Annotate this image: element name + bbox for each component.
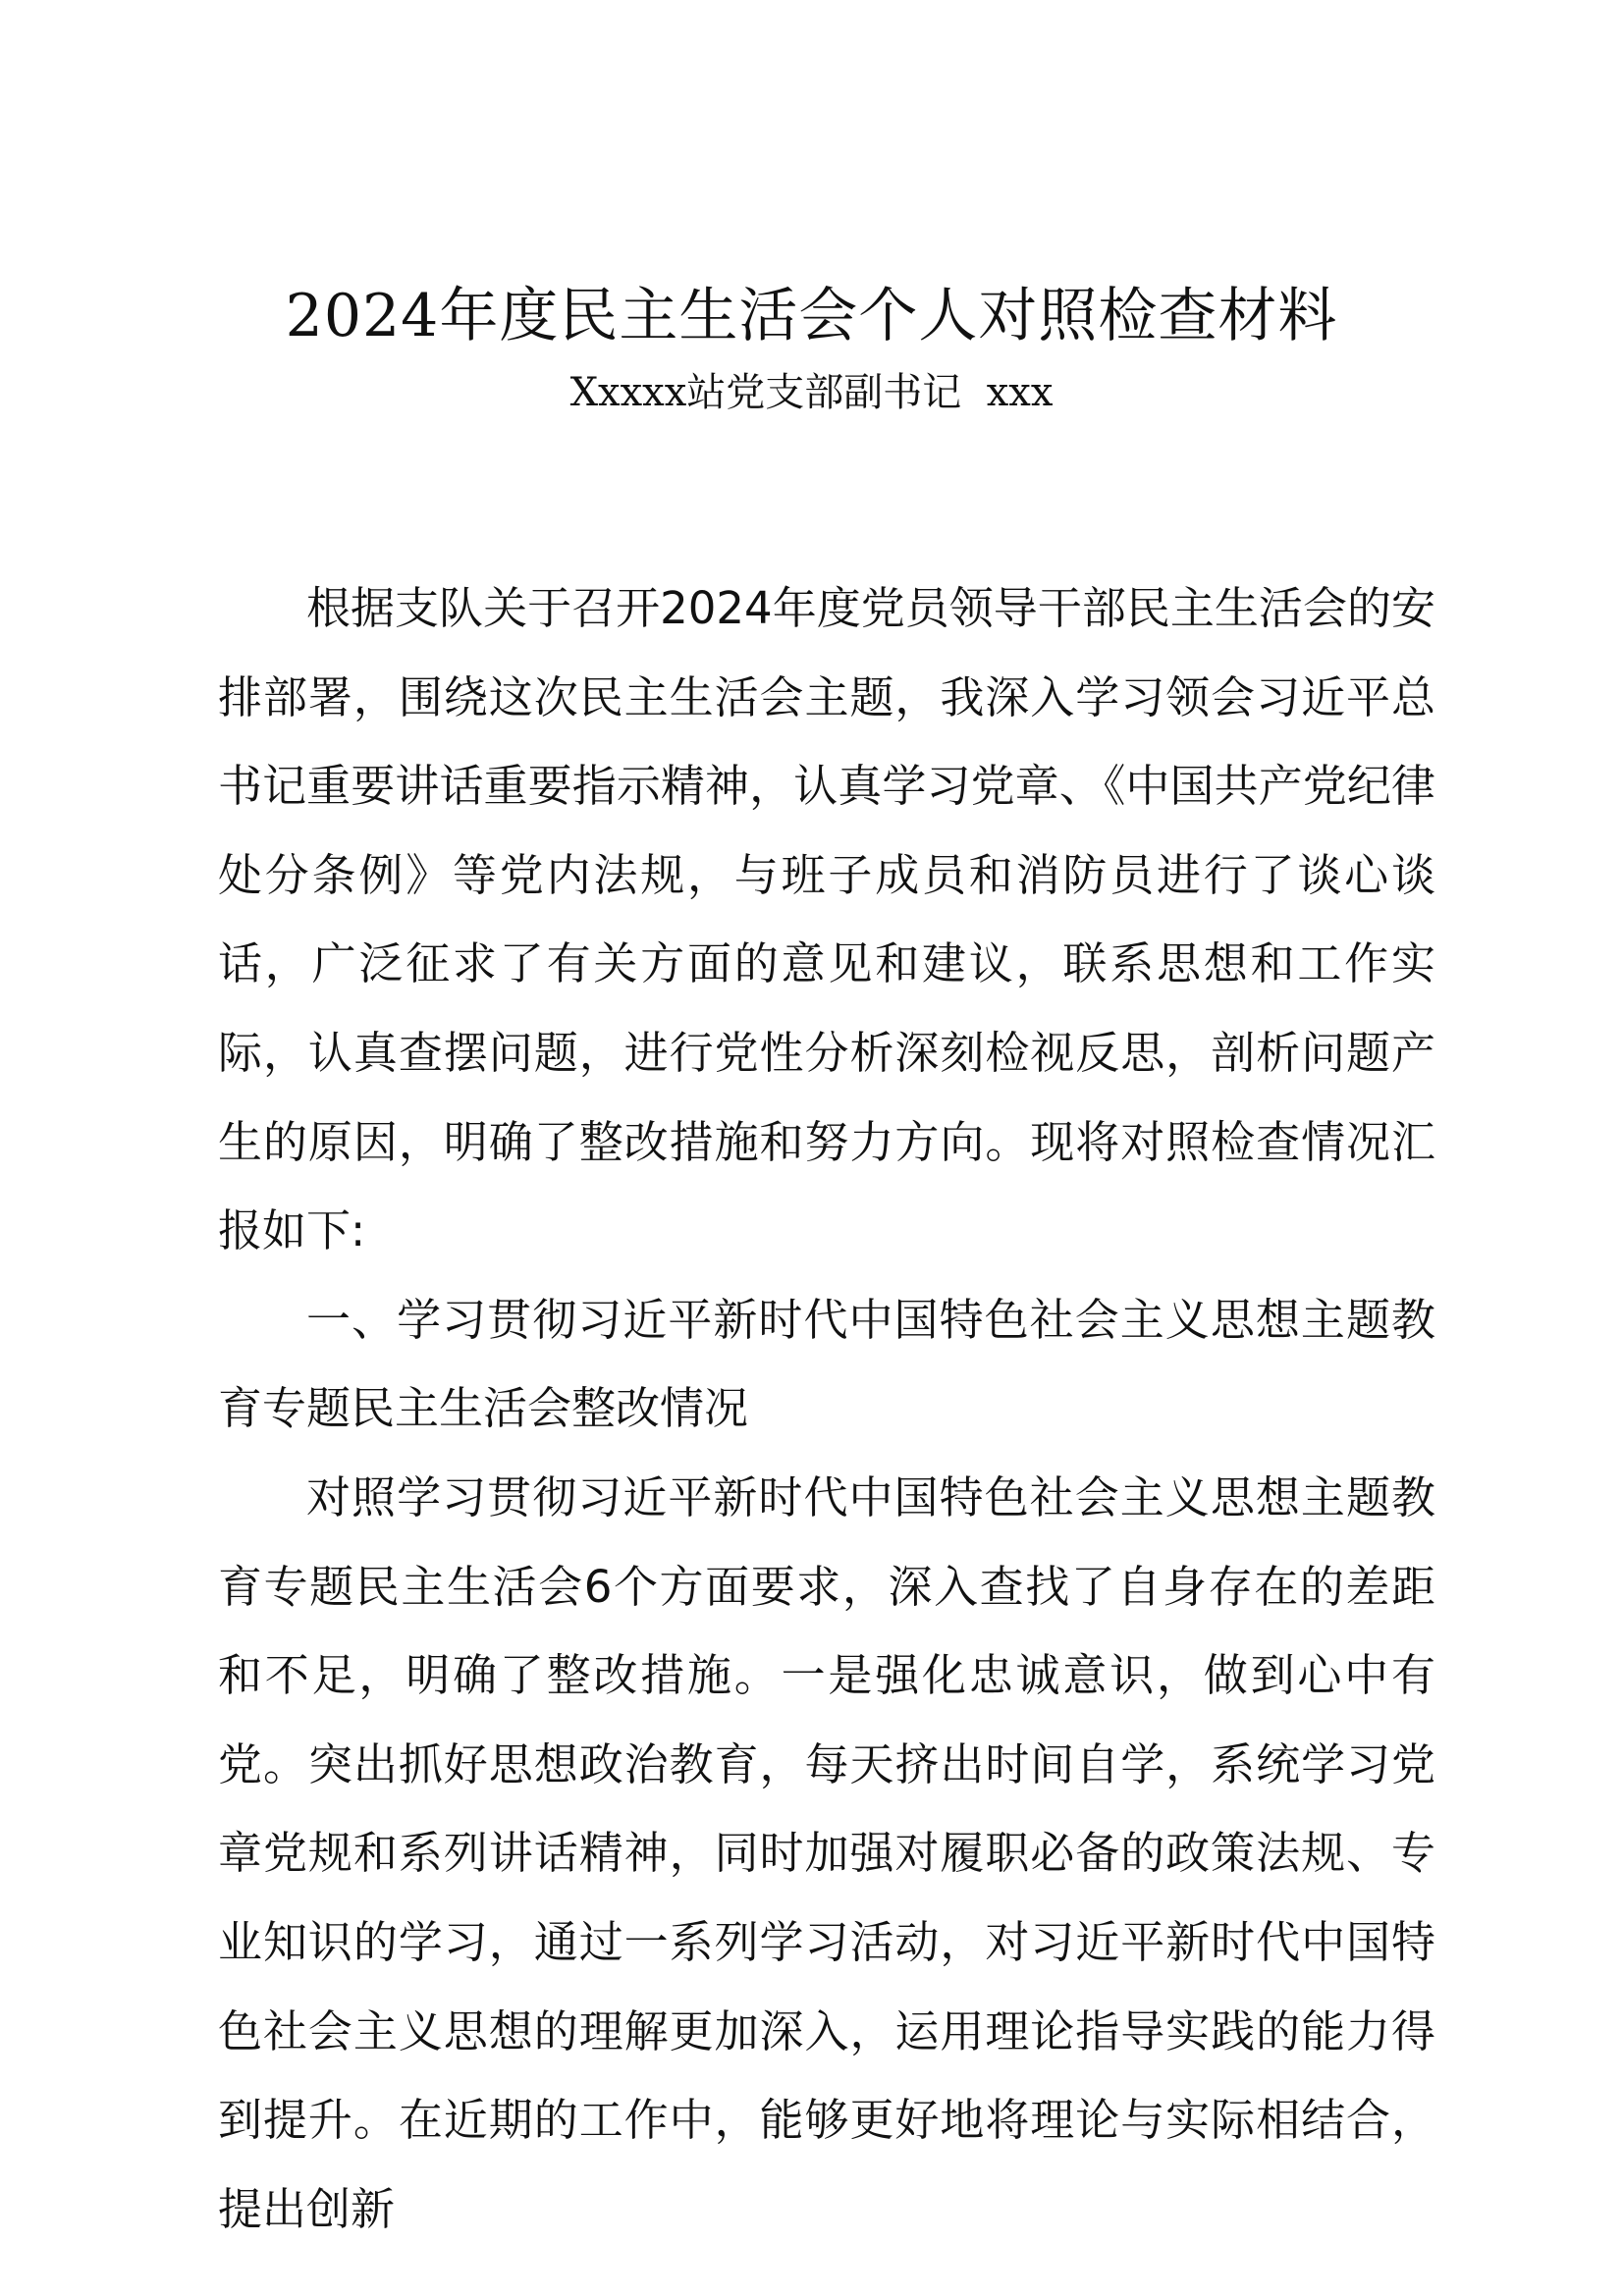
document-title: 2024年度民主生活会个人对照检查材料 bbox=[285, 282, 1338, 350]
paragraph-section-1: 对照学习贯彻习近平新时代中国特色社会主义思想主题教育专题民主生活会6个方面要求，深入查找了自身存在的差距和不足，明确了整改措施。一是强化忠诚意识，做到心中有党。突出抓好思想政治教育，每天挤出时间自学，系统学习党章党规和系列讲话精神，同时加强对履职必备的政策法规、专业知识的学习，通过一系列学习活动，对习近平新时代中国特色社会主义思想的理解更加深入，运用理论指导实践的能力得到提升。在近期的工作中，能够更好地将理论与实际相结合，提出创新 bbox=[218, 1470, 1435, 2235]
author-line: Xxxxx站党支部副书记 xxx bbox=[569, 370, 1054, 415]
paragraph-intro: 根据支队关于召开2024年度党员领导干部民主生活会的安排部署，围绕这次民主生活会主题，我深入学习领会习近平总书记重要讲话重要指示精神，认真学习党章、《中国共产党纪律处分条例》等党内法规，与班子成员和消防员进行了谈心谈话，广泛征求了有关方面的意见和建议，联系思想和工作实际，认真查摆问题，进行党性分析深刻检视反思，剖析问题产生的原因，明确了整改措施和努力方向。现将对照检查情况汇报如下: bbox=[218, 582, 1435, 1257]
section-heading-1: 一、学习贯彻习近平新时代中国特色社会主义思想主题教育专题民主生活会整改情况 bbox=[218, 1293, 1435, 1435]
document-body bbox=[218, 564, 1435, 2254]
